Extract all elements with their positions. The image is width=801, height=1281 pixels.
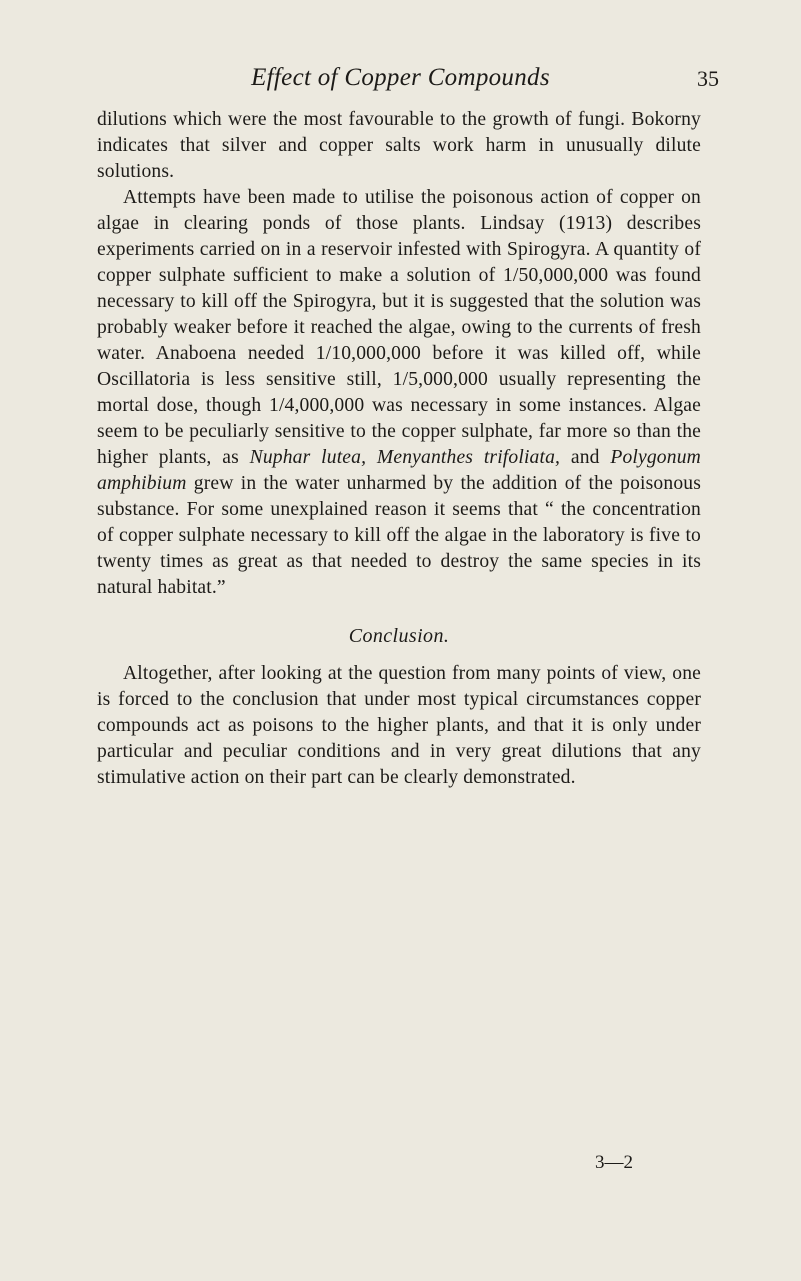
running-head — [0, 64, 801, 94]
paragraph-continued: dilutions which were the most favourable to the growth of fungi. Bokorny indicates that silver and copper salts work harm in unusually dilute solutions. — [97, 109, 701, 182]
species-polygonum-italic: Polygonum amphibium — [97, 447, 701, 494]
species-names-italic: Nuphar lutea, Menyanthes trifoliata, — [249, 447, 561, 468]
paragraph-conclusion: Altogether, after looking at the question from many points of view, one is forced to the conclusion that under most typical circumstances copper compounds act as poisons to the higher plants, and that it is only under particular and peculiar conditions and in very great dilutions that any stimulative action on their part can be clearly demonstrated. — [97, 663, 701, 788]
page-number: 35 — [697, 66, 719, 91]
body-text — [97, 107, 701, 791]
paragraph-algae — [97, 185, 701, 601]
running-title: Effect of Copper Compounds — [251, 64, 550, 91]
section-heading-conclusion: Conclusion. — [348, 625, 450, 647]
paragraph-algae-part-2: grew in the water unharmed by the addition of the poisonous substance. For some unexplained reason it seems that “ the concentration of copper sulphate necessary to kill off the algae in the laboratory is five to twenty times as great as that needed to destroy the same species in its natural habitat.” — [97, 473, 701, 598]
conjunction-and: and — [570, 447, 600, 468]
signature-mark: 3—2 — [595, 1152, 633, 1173]
paragraph-algae-part-1: Attempts have been made to utilise the poisonous action of copper on algae in clearing ponds of those plants. Lindsay (1913) describes experiments carried on in a reservoir infested with Spirogyra. A quantity of copper sulphate sufficient to make a solution of 1/50,000,000 was found necessary to kill off the Spirogyra, but it is suggested that the solution was probably weaker before it reached the algae, owing to the currents of fresh water. Anaboena needed 1/10,000,000 before it was killed off, while Oscillatoria is less sensitive still, 1/5,000,000 usually representing the mortal dose, though 1/4,000,000 was necessary in some instances. Algae seem to be peculiarly sensitive to the copper sulphate, far more so than the higher plants, as — [97, 187, 701, 468]
